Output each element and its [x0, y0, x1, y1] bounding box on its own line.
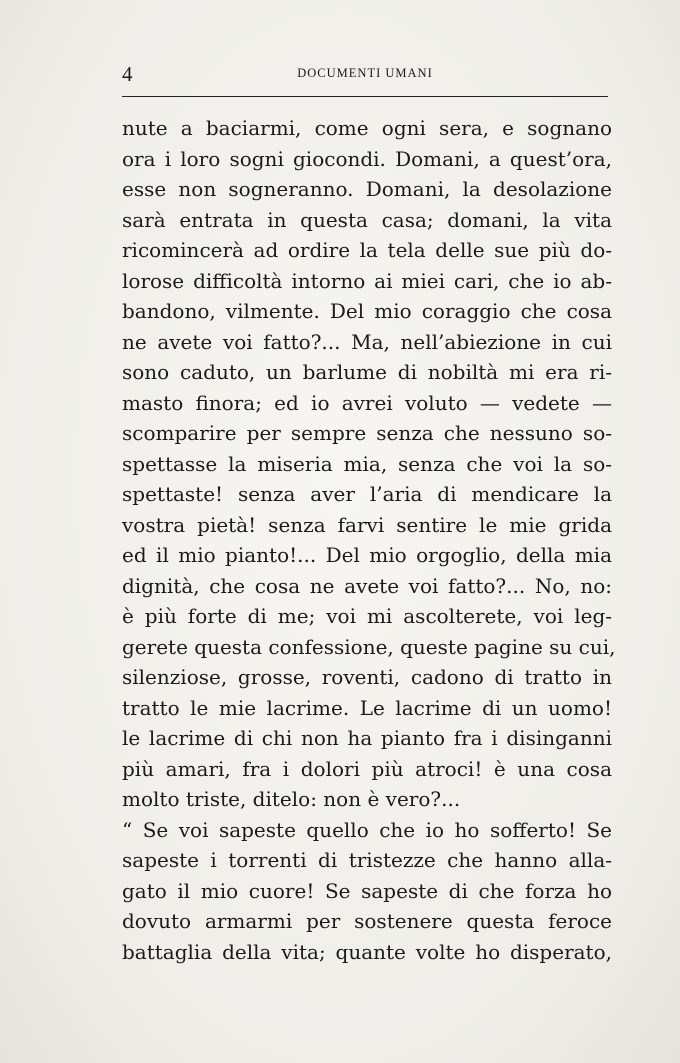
text-line: ora i loro sogni giocondi. Domani, a quest’ora,: [122, 146, 612, 171]
text-line: spettasse la miseria mia, senza che voi la so-: [122, 451, 612, 476]
text-line: “ Se voi sapeste quello che io ho sofferto! Se: [122, 817, 612, 842]
text-line: spettaste! senza aver l’aria di mendicare la: [122, 482, 612, 506]
header-rule: [122, 96, 608, 97]
text-line: è più forte di me; voi mi ascolterete, voi leg-: [122, 604, 612, 628]
text-line: lorose difficoltà intorno ai miei cari, che io ab-: [122, 268, 612, 293]
text-line: molto triste, ditelo: non è vero?...: [122, 787, 461, 811]
text-line: scomparire per sempre senza che nessuno so-: [122, 421, 612, 445]
text-line: più amari, fra i dolori più atroci! è una cosa: [122, 756, 612, 781]
text-line: sono caduto, un barlume di nobiltà mi era ri-: [122, 360, 612, 384]
text-line: ed il mio pianto!... Del mio orgoglio, della mia: [122, 543, 612, 567]
text-line: gato il mio cuore! Se sapeste di che forza ho: [122, 878, 612, 903]
text-line: le lacrime di chi non ha pianto fra i disinganni: [122, 726, 612, 750]
text-line: vostra pietà! senza farvi sentire le mie grida: [122, 512, 612, 537]
text-line: nute a baciarmi, come ogni sera, e sognano: [122, 116, 612, 140]
running-title: DOCUMENTI UMANI: [297, 66, 433, 80]
text-line: masto finora; ed io avrei voluto — vedete —: [122, 390, 612, 415]
text-line: esse non sogneranno. Domani, la desolazione: [122, 177, 612, 201]
text-line: dignità, che cosa ne avete voi fatto?... No, no:: [122, 573, 612, 598]
text-line: tratto le mie lacrime. Le lacrime di un uomo!: [122, 695, 612, 720]
text-line: battaglia della vita; quante volte ho disperato,: [122, 939, 612, 964]
text-line: sapeste i torrenti di tristezze che hanno alla-: [122, 848, 612, 872]
text-line: ne avete voi fatto?... Ma, nell’abiezione in cui: [122, 329, 612, 354]
text-line: silenziose, grosse, roventi, cadono di tratto in: [122, 665, 612, 689]
text-line: sarà entrata in questa casa; domani, la vita: [122, 207, 612, 232]
page-number: 4: [122, 62, 133, 86]
page-header: [122, 62, 608, 86]
text-line: gerete questa confessione, queste pagine su cui,: [122, 634, 616, 659]
text-line: ricomincerà ad ordire la tela delle sue più do-: [122, 238, 612, 262]
text-line: bandono, vilmente. Del mio coraggio che cosa: [122, 299, 612, 323]
body-text: [122, 113, 616, 967]
text-line: dovuto armarmi per sostenere questa feroce: [122, 909, 612, 933]
